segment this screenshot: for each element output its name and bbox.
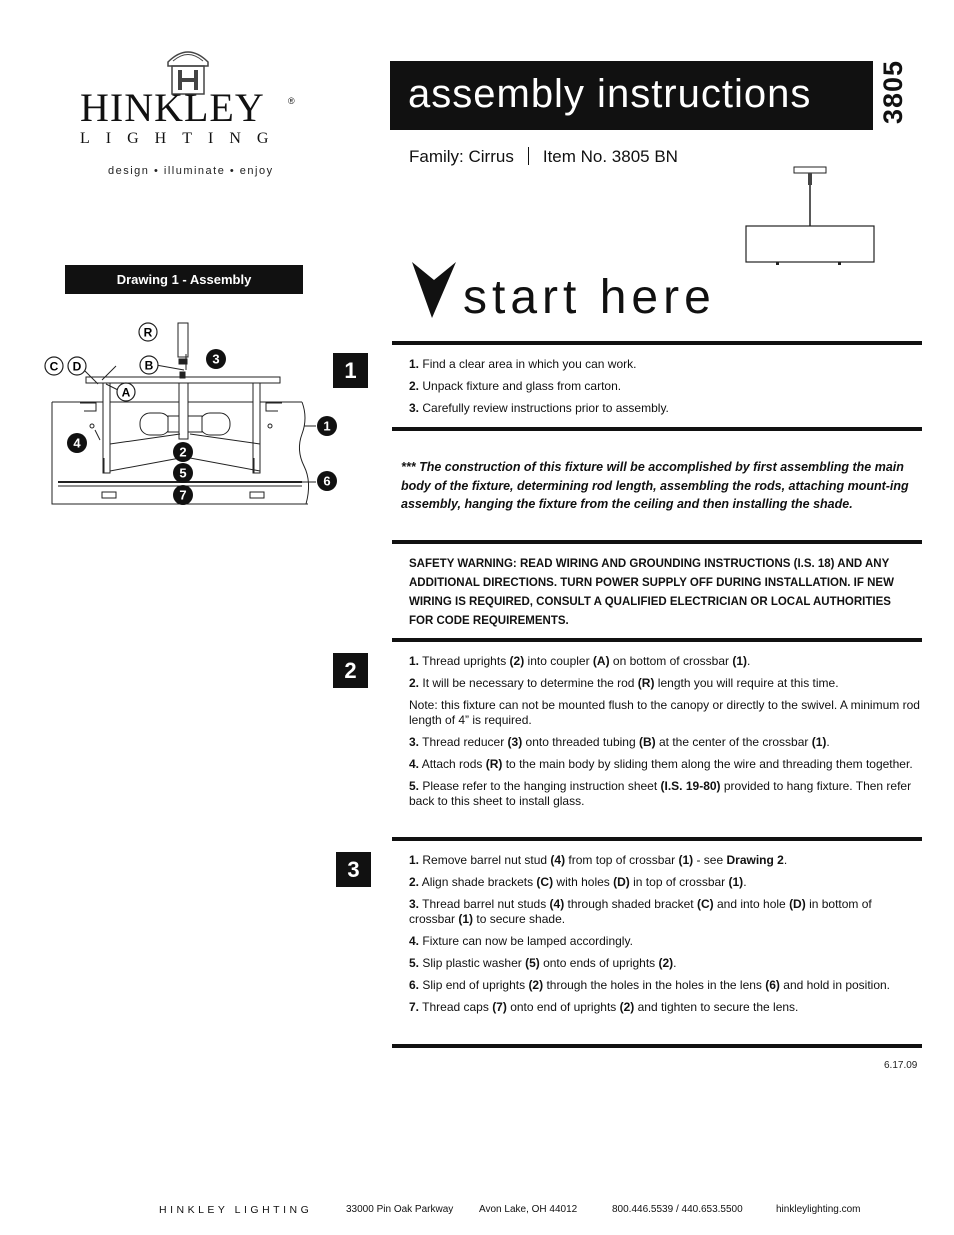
footer-website-link[interactable]: hinkleylighting.com [776,1204,861,1215]
footer-phone: 800.446.5539 / 440.653.5500 [612,1204,743,1215]
step-badge-2: 2 [333,653,368,688]
construction-notice: *** The construction of this fixture will be accomplished by first assembling the main body of the fixture, determining rod length, assembling the rods, attaching mount-ing assembly, hanging the fixture from the ceiling and then installing the shade. [401,460,909,511]
callout-2: 2 [179,444,187,460]
brand-name: HINKLEY [80,85,265,130]
family-line [409,147,678,167]
callout-5: 5 [179,465,187,481]
start-arrow-icon [410,260,458,320]
list-item: 5. Slip plastic washer (5) onto ends of uprights (2). [409,956,677,970]
list-item: 4. Fixture can now be lamped accordingly. [409,934,633,948]
step3-list [409,853,921,1022]
callout-4: 4 [73,435,81,451]
callout-B: B [144,358,154,373]
fixture-thumbnail-icon [742,166,878,268]
list-item: 3. Thread barrel nut studs (4) through shaded bracket (C) and into hole (D) in bottom of crossbar (1) to secure shade. [409,897,872,926]
list-item: 2. It will be necessary to determine the rod (R) length you will require at this time. [409,676,839,690]
list-item: 6. Slip end of uprights (2) through the holes in the holes in the lens (6) and hold in position. [409,978,891,992]
safety-warning: SAFETY WARNING: READ WIRING AND GROUNDING INSTRUCTIONS (I.S. 18) AND ANY ADDITIONAL DIRECTIONS. TURN POWER SUPPLY OFF DURING INSTALLATION. IF NEW WIRING IS REQUIRED, CONSULT A QUALIFIED ELECTRICIAN OR LOCAL AUTHORITIES FOR CODE REQUIREMENTS. [409,558,894,627]
footer-brand: HINKLEY LIGHTING [159,1204,313,1216]
list-note: Note: this fixture can not be mounted flush to the canopy or directly to the swivel. A minimum rod length of 4” is required. [409,698,920,727]
list-item: 3. Thread reducer (3) onto threaded tubing (B) at the center of the crossbar (1). [409,735,830,749]
callout-3: 3 [212,351,220,367]
callout-A: A [121,385,131,400]
step1-list [409,357,921,423]
item-label: Item No. 3805 BN [542,147,678,166]
assembly-diagram [40,318,350,518]
callout-R: R [143,325,153,340]
divider-rule [392,427,922,431]
list-item: 3. Carefully review instructions prior to assembly. [409,401,669,415]
page-title: assembly instructions [408,72,812,116]
callout-7: 7 [179,487,187,503]
list-item: 1. Remove barrel nut stud (4) from top of crossbar (1) - see Drawing 2. [409,853,788,867]
callout-D: D [72,359,82,374]
drawing-label: Drawing 1 - Assembly [65,265,303,294]
list-item: 2. Unpack fixture and glass from carton. [409,379,622,393]
divider-rule [392,540,922,544]
brand-tagline: design • illuminate • enjoy [108,165,274,177]
list-item: 1. Find a clear area in which you can work. [409,357,637,371]
family-separator [528,147,529,165]
footer-city: Avon Lake, OH 44012 [479,1204,578,1215]
family-label: Family: Cirrus [409,147,514,166]
divider-rule [392,837,922,841]
divider-rule [392,341,922,345]
list-item: 2. Align shade brackets (C) with holes (D) in top of crossbar (1). [409,875,747,889]
callout-6: 6 [323,473,331,489]
brand-sub: LIGHTING [80,130,285,147]
list-item: 4. Attach rods (R) to the main body by sliding them along the wire and threading them together. [409,757,913,771]
callout-1: 1 [323,418,331,434]
brand-reg-mark: ® [288,96,295,106]
list-item: 5. Please refer to the hanging instruction sheet (I.S. 19-80) provided to hang fixture. Then refer back to this sheet to install glass. [409,779,912,808]
list-item: 1. Thread uprights (2) into coupler (A) on bottom of crossbar (1). [409,654,751,668]
divider-rule [392,638,922,642]
list-item: 7. Thread caps (7) onto end of uprights (2) and tighten to secure the lens. [409,1000,799,1014]
callout-C: C [49,359,59,374]
start-here-heading: start here [463,271,716,324]
revision-date: 6.17.09 [884,1060,918,1071]
step2-list [409,654,921,816]
step-badge-3: 3 [336,852,371,887]
divider-rule [392,1044,922,1048]
model-number: 3805 [878,59,908,124]
step-badge-1: 1 [333,353,368,388]
footer-address: 33000 Pin Oak Parkway [346,1204,454,1215]
